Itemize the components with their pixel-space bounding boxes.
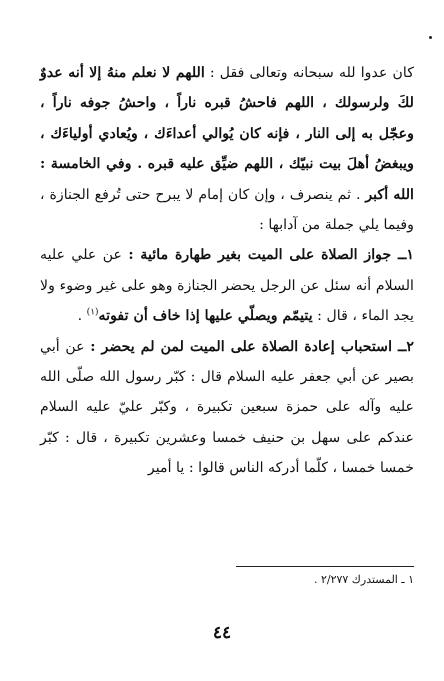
opening-intro: كان عدوا لله سبحانه وتعالى فقل :	[209, 65, 414, 81]
page-number: ٤٤	[212, 623, 232, 643]
footnote: ١ ـ المستدرك ٢/٢٧٧ .	[313, 573, 414, 586]
item-1-text: عن علي عليه السلام أنه سئل عن الرجل يحضر الجنازة وهو على غير وضوء ولا يجد الماء ، قال :	[40, 247, 414, 325]
item-1-quote: يتيمّم ويصلّي عليها إذا خاف أن تفوته	[98, 308, 313, 325]
opening-rest: . ثم ينصرف ، وإن كان إمام لا يبرح حتى تُرفع الجنازة ، وفيما يلي جملة من آدابها :	[40, 186, 414, 234]
item-2-text: عن أبي بصير عن أبي جعفر عليه السلام قال : كبّر رسول الله صلّى الله عليه وآله على حمزة سبعين تكبيرة ، وكبّر عليّ عليه السلام عندكم على سهل بن حنيف خمسا وعشرين تكبيرة ، قال : كبّر خمسا خمسا ، كلّما أدركه الناس قالوا : يا أمير	[40, 338, 414, 477]
item-2-heading: ٢ــ استحباب إعادة الصلاة على الميت لمن لم يحضر :	[90, 338, 414, 355]
footnote-divider	[236, 566, 414, 567]
footnote-ref: (١)	[86, 307, 99, 318]
opening-prayer: اللهم لا نعلم منهُ إلا أنه عدوٌ لكَ ولرسولك ، اللهم فاحشُ قبره ناراً ، واحشُ جوفه ناراً ، وعجّل به إلى النار ، فإنه كان يُوالي أعداءَك ، ويُعادي أولياءَك ، ويبغضُ أهلَ بيت نبيّك ، اللهم ضيِّق عليه قبره . وفي الخامسة : الله أكبر	[40, 65, 414, 203]
item-2-paragraph	[40, 332, 414, 484]
body-text	[40, 58, 414, 484]
item-1-paragraph	[40, 240, 414, 331]
item-1-end: .	[77, 308, 87, 325]
corner-dot	[429, 36, 432, 39]
paragraph-opening	[40, 58, 414, 240]
item-1-heading: ١ــ جواز الصلاة على الميت بغير طهارة مائية :	[128, 247, 414, 264]
